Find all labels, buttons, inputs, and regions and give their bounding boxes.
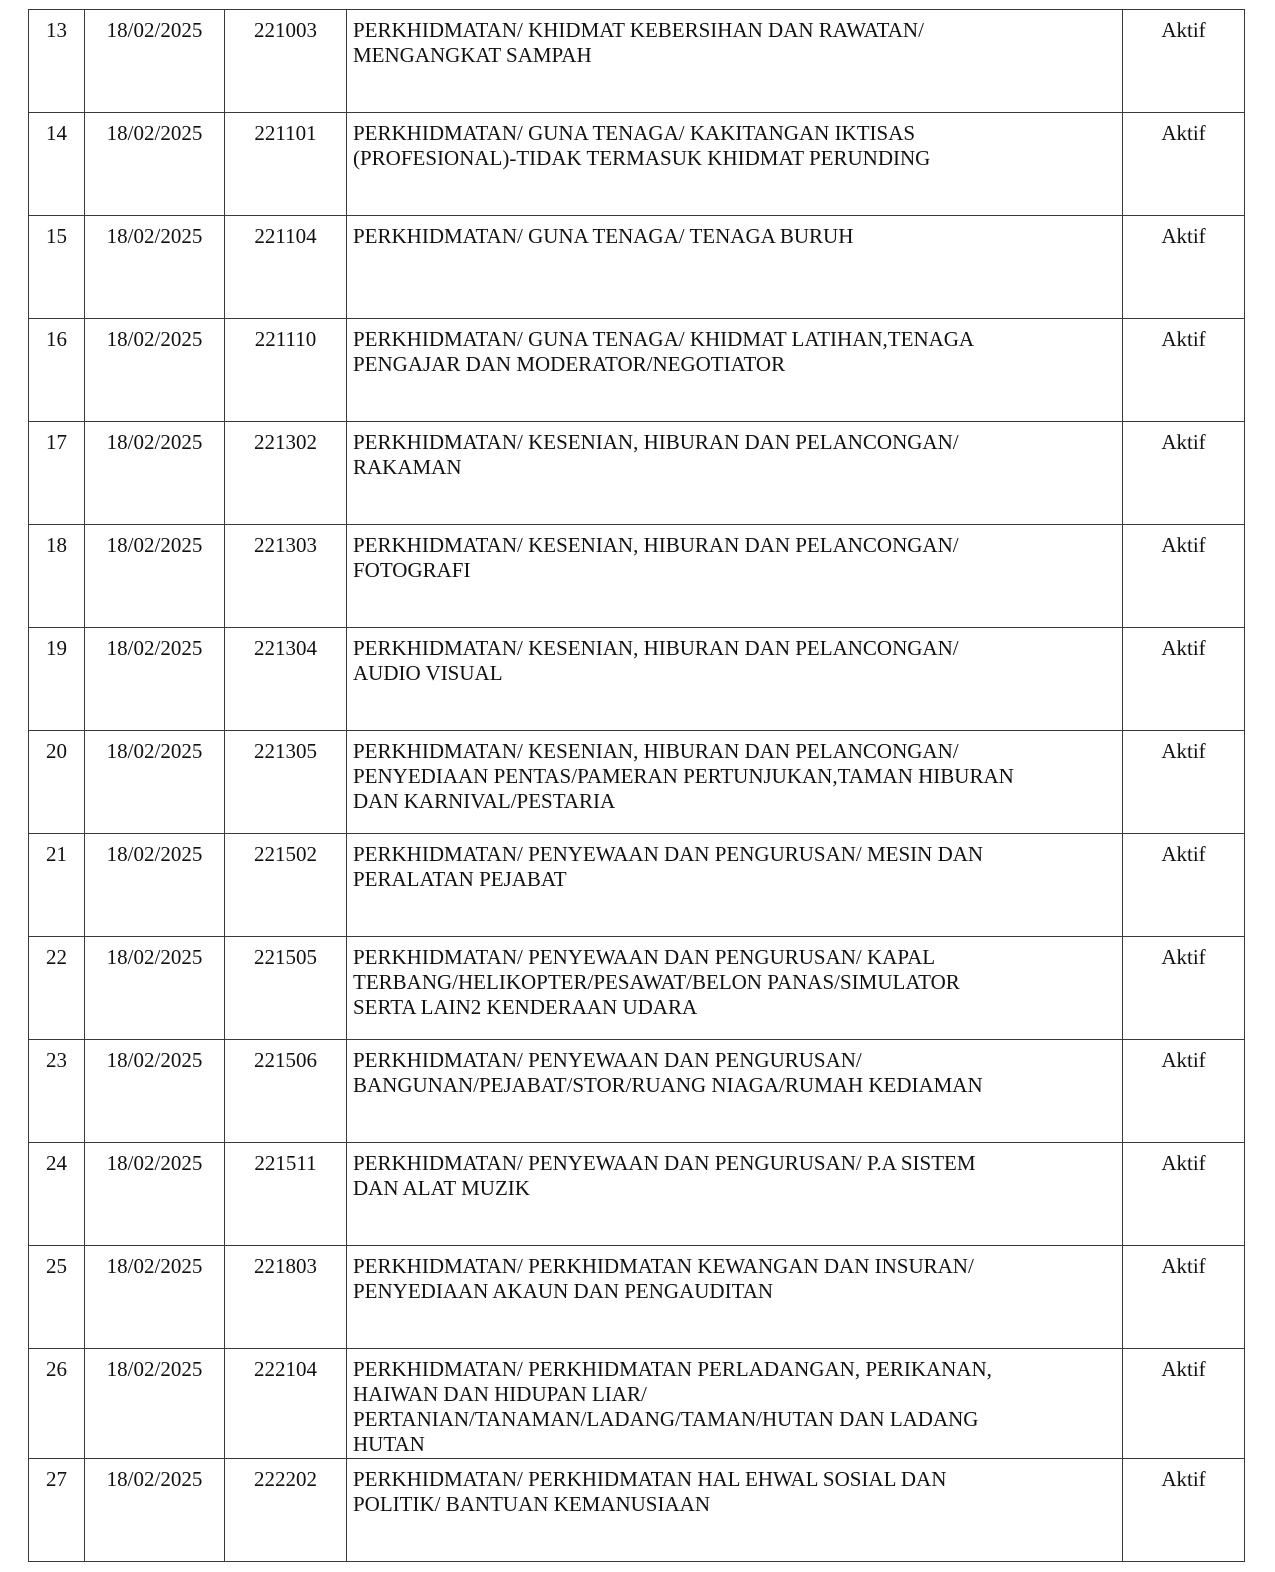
row-description xyxy=(347,1143,1123,1246)
description-line: PENGAJAR DAN MODERATOR/NEGOTIATOR xyxy=(353,352,786,376)
row-number: 16 xyxy=(29,319,85,422)
table-row xyxy=(29,937,1245,1040)
row-status: Aktif xyxy=(1123,1459,1245,1562)
description-line: PERTANIAN/TANAMAN/LADANG/TAMAN/HUTAN DAN LADANG xyxy=(353,1407,979,1431)
row-description xyxy=(347,525,1123,628)
row-number: 25 xyxy=(29,1246,85,1349)
table-row xyxy=(29,525,1245,628)
row-number: 23 xyxy=(29,1040,85,1143)
row-status: Aktif xyxy=(1123,1349,1245,1459)
row-status: Aktif xyxy=(1123,937,1245,1040)
row-date: 18/02/2025 xyxy=(85,10,225,113)
row-date: 18/02/2025 xyxy=(85,1349,225,1459)
description-line: PENYEDIAAN AKAUN DAN PENGAUDITAN xyxy=(353,1279,774,1303)
row-date: 18/02/2025 xyxy=(85,834,225,937)
row-description xyxy=(347,1246,1123,1349)
registry-table-body xyxy=(29,10,1245,1562)
row-date: 18/02/2025 xyxy=(85,1246,225,1349)
description-line: HAIWAN DAN HIDUPAN LIAR/ xyxy=(353,1382,647,1406)
row-description xyxy=(347,422,1123,525)
description-line: POLITIK/ BANTUAN KEMANUSIAAN xyxy=(353,1492,710,1516)
row-status: Aktif xyxy=(1123,525,1245,628)
row-description xyxy=(347,319,1123,422)
description-line: PERKHIDMATAN/ KESENIAN, HIBURAN DAN PELANCONGAN/ xyxy=(353,739,959,763)
row-description xyxy=(347,113,1123,216)
row-number: 24 xyxy=(29,1143,85,1246)
description-line: (PROFESIONAL)-TIDAK TERMASUK KHIDMAT PERUNDING xyxy=(353,146,931,170)
row-description xyxy=(347,1040,1123,1143)
registry-table xyxy=(28,9,1245,1562)
row-status: Aktif xyxy=(1123,10,1245,113)
row-number: 20 xyxy=(29,731,85,834)
description-line: DAN KARNIVAL/PESTARIA xyxy=(353,789,616,813)
description-line: PERKHIDMATAN/ PERKHIDMATAN KEWANGAN DAN INSURAN/ xyxy=(353,1254,974,1278)
table-row xyxy=(29,422,1245,525)
row-date: 18/02/2025 xyxy=(85,731,225,834)
row-number: 27 xyxy=(29,1459,85,1562)
row-description xyxy=(347,1459,1123,1562)
row-status: Aktif xyxy=(1123,834,1245,937)
row-date: 18/02/2025 xyxy=(85,937,225,1040)
row-code: 222202 xyxy=(225,1459,347,1562)
row-code: 221003 xyxy=(225,10,347,113)
table-row xyxy=(29,113,1245,216)
row-status: Aktif xyxy=(1123,628,1245,731)
description-line: PERKHIDMATAN/ PERKHIDMATAN PERLADANGAN, PERIKANAN, xyxy=(353,1357,992,1381)
description-line: SERTA LAIN2 KENDERAAN UDARA xyxy=(353,995,698,1019)
description-line: PERKHIDMATAN/ GUNA TENAGA/ KHIDMAT LATIHAN,TENAGA xyxy=(353,327,975,351)
row-code: 221502 xyxy=(225,834,347,937)
description-line: HUTAN xyxy=(353,1432,425,1456)
row-description xyxy=(347,834,1123,937)
description-line: PERKHIDMATAN/ KHIDMAT KEBERSIHAN DAN RAWATAN/ xyxy=(353,18,924,42)
description-line: FOTOGRAFI xyxy=(353,558,471,582)
row-code: 221104 xyxy=(225,216,347,319)
description-line: PERKHIDMATAN/ PENYEWAAN DAN PENGURUSAN/ P.A SISTEM xyxy=(353,1151,976,1175)
description-line: AUDIO VISUAL xyxy=(353,661,503,685)
row-status: Aktif xyxy=(1123,731,1245,834)
table-row xyxy=(29,1459,1245,1562)
row-description xyxy=(347,628,1123,731)
row-status: Aktif xyxy=(1123,1040,1245,1143)
row-number: 17 xyxy=(29,422,85,525)
table-row xyxy=(29,628,1245,731)
table-row xyxy=(29,216,1245,319)
description-line: MENGANGKAT SAMPAH xyxy=(353,43,592,67)
row-status: Aktif xyxy=(1123,1143,1245,1246)
table-row xyxy=(29,834,1245,937)
row-number: 19 xyxy=(29,628,85,731)
description-line: PERKHIDMATAN/ PERKHIDMATAN HAL EHWAL SOSIAL DAN xyxy=(353,1467,947,1491)
description-line: PERKHIDMATAN/ KESENIAN, HIBURAN DAN PELANCONGAN/ xyxy=(353,636,959,660)
row-code: 221110 xyxy=(225,319,347,422)
row-description xyxy=(347,216,1123,319)
row-date: 18/02/2025 xyxy=(85,525,225,628)
row-code: 221511 xyxy=(225,1143,347,1246)
row-code: 222104 xyxy=(225,1349,347,1459)
description-line: PERKHIDMATAN/ PENYEWAAN DAN PENGURUSAN/ MESIN DAN xyxy=(353,842,984,866)
row-number: 13 xyxy=(29,10,85,113)
description-line: PERKHIDMATAN/ PENYEWAAN DAN PENGURUSAN/ xyxy=(353,1048,862,1072)
description-line: PERKHIDMATAN/ PENYEWAAN DAN PENGURUSAN/ KAPAL xyxy=(353,945,936,969)
table-row xyxy=(29,731,1245,834)
row-number: 14 xyxy=(29,113,85,216)
table-row xyxy=(29,319,1245,422)
row-date: 18/02/2025 xyxy=(85,319,225,422)
row-status: Aktif xyxy=(1123,113,1245,216)
row-number: 26 xyxy=(29,1349,85,1459)
row-date: 18/02/2025 xyxy=(85,1143,225,1246)
table-row xyxy=(29,10,1245,113)
row-code: 221803 xyxy=(225,1246,347,1349)
description-line: BANGUNAN/PEJABAT/STOR/RUANG NIAGA/RUMAH KEDIAMAN xyxy=(353,1073,983,1097)
row-code: 221101 xyxy=(225,113,347,216)
row-date: 18/02/2025 xyxy=(85,216,225,319)
description-line: TERBANG/HELIKOPTER/PESAWAT/BELON PANAS/SIMULATOR xyxy=(353,970,960,994)
row-code: 221302 xyxy=(225,422,347,525)
table-row xyxy=(29,1040,1245,1143)
description-line: PERALATAN PEJABAT xyxy=(353,867,567,891)
row-status: Aktif xyxy=(1123,422,1245,525)
row-number: 22 xyxy=(29,937,85,1040)
row-code: 221506 xyxy=(225,1040,347,1143)
row-date: 18/02/2025 xyxy=(85,113,225,216)
row-description xyxy=(347,1349,1123,1459)
description-line: PERKHIDMATAN/ GUNA TENAGA/ KAKITANGAN IKTISAS xyxy=(353,121,916,145)
row-date: 18/02/2025 xyxy=(85,628,225,731)
row-status: Aktif xyxy=(1123,319,1245,422)
row-description xyxy=(347,10,1123,113)
row-code: 221303 xyxy=(225,525,347,628)
row-code: 221505 xyxy=(225,937,347,1040)
row-description xyxy=(347,731,1123,834)
row-code: 221304 xyxy=(225,628,347,731)
description-line: PENYEDIAAN PENTAS/PAMERAN PERTUNJUKAN,TAMAN HIBURAN xyxy=(353,764,1014,788)
row-date: 18/02/2025 xyxy=(85,1459,225,1562)
row-status: Aktif xyxy=(1123,216,1245,319)
row-description xyxy=(347,937,1123,1040)
row-status: Aktif xyxy=(1123,1246,1245,1349)
description-line: PERKHIDMATAN/ KESENIAN, HIBURAN DAN PELANCONGAN/ xyxy=(353,533,959,557)
table-row xyxy=(29,1246,1245,1349)
row-number: 21 xyxy=(29,834,85,937)
description-line: PERKHIDMATAN/ GUNA TENAGA/ TENAGA BURUH xyxy=(353,224,854,248)
row-date: 18/02/2025 xyxy=(85,422,225,525)
description-line: PERKHIDMATAN/ KESENIAN, HIBURAN DAN PELANCONGAN/ xyxy=(353,430,959,454)
row-date: 18/02/2025 xyxy=(85,1040,225,1143)
description-line: DAN ALAT MUZIK xyxy=(353,1176,530,1200)
table-row xyxy=(29,1143,1245,1246)
row-code: 221305 xyxy=(225,731,347,834)
description-line: RAKAMAN xyxy=(353,455,462,479)
table-row xyxy=(29,1349,1245,1459)
row-number: 18 xyxy=(29,525,85,628)
row-number: 15 xyxy=(29,216,85,319)
